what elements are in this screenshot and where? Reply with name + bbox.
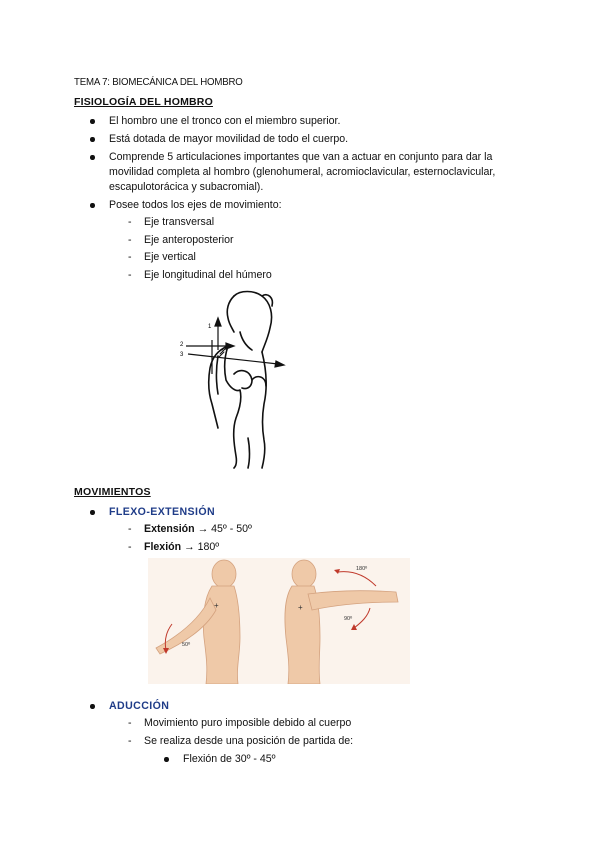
axis-label: 1	[208, 324, 212, 330]
flexo-extension-label: FLEXO-EXTENSIÓN	[90, 505, 530, 520]
list-item	[128, 539, 252, 557]
list-item: - Eje anteroposterior	[128, 232, 272, 250]
flexion-term: Flexión	[144, 540, 182, 553]
svg-text:+: +	[298, 603, 303, 612]
section-heading-fisiologia: FISIOLOGÍA DEL HOMBRO	[74, 96, 213, 108]
axes-list	[128, 214, 272, 284]
list-item: El hombro une el tronco con el miembro superior.	[90, 114, 530, 129]
horizontal-angle-label: 90º	[344, 616, 353, 622]
flexo-extension-list	[128, 521, 252, 556]
list-item: - Se realiza desde una posición de partida de:	[128, 733, 353, 751]
list-item: - Eje transversal	[128, 214, 272, 232]
axis-label: 2	[180, 342, 184, 348]
extension-term: Extensión	[144, 523, 195, 535]
flexion-range: → 180º	[181, 540, 220, 553]
list-item: Flexión de 30º - 45º	[164, 752, 524, 767]
list-item: Posee todos los ejes de movimiento:	[90, 198, 530, 213]
flexion-angle-label: 180º	[356, 566, 368, 572]
section-heading-movimientos: MOVIMIENTOS	[74, 486, 151, 498]
svg-text:+: +	[214, 601, 219, 610]
list-item: - Eje longitudinal del húmero	[128, 267, 272, 285]
list-item: Está dotada de mayor movilidad de todo el cuerpo.	[90, 132, 530, 147]
shoulder-axes-figure	[178, 288, 288, 470]
flexo-extension-figure	[148, 558, 410, 684]
extension-range: → 45º - 50º	[194, 523, 252, 535]
aduccion-list	[128, 715, 353, 750]
list-item	[128, 521, 252, 539]
fisiologia-bullet-list	[90, 114, 530, 216]
list-item: Comprende 5 articulaciones importantes que van a actuar en conjunto para dar la movilidad completa al hombro (glenohumeral, acromioclavicular, esternoclavicular, escapulotorácica y subacromial).	[90, 150, 530, 195]
aduccion-label: ADUCCIÓN	[90, 699, 530, 714]
extension-angle-label: 50º	[182, 642, 191, 648]
document-title: TEMA 7: BIOMECÁNICA DEL HOMBRO	[74, 76, 243, 88]
list-item: - Movimiento puro imposible debido al cuerpo	[128, 715, 353, 733]
list-item: - Eje vertical	[128, 249, 272, 267]
aduccion-sub-list	[164, 752, 524, 770]
axis-label: 3	[180, 352, 184, 358]
